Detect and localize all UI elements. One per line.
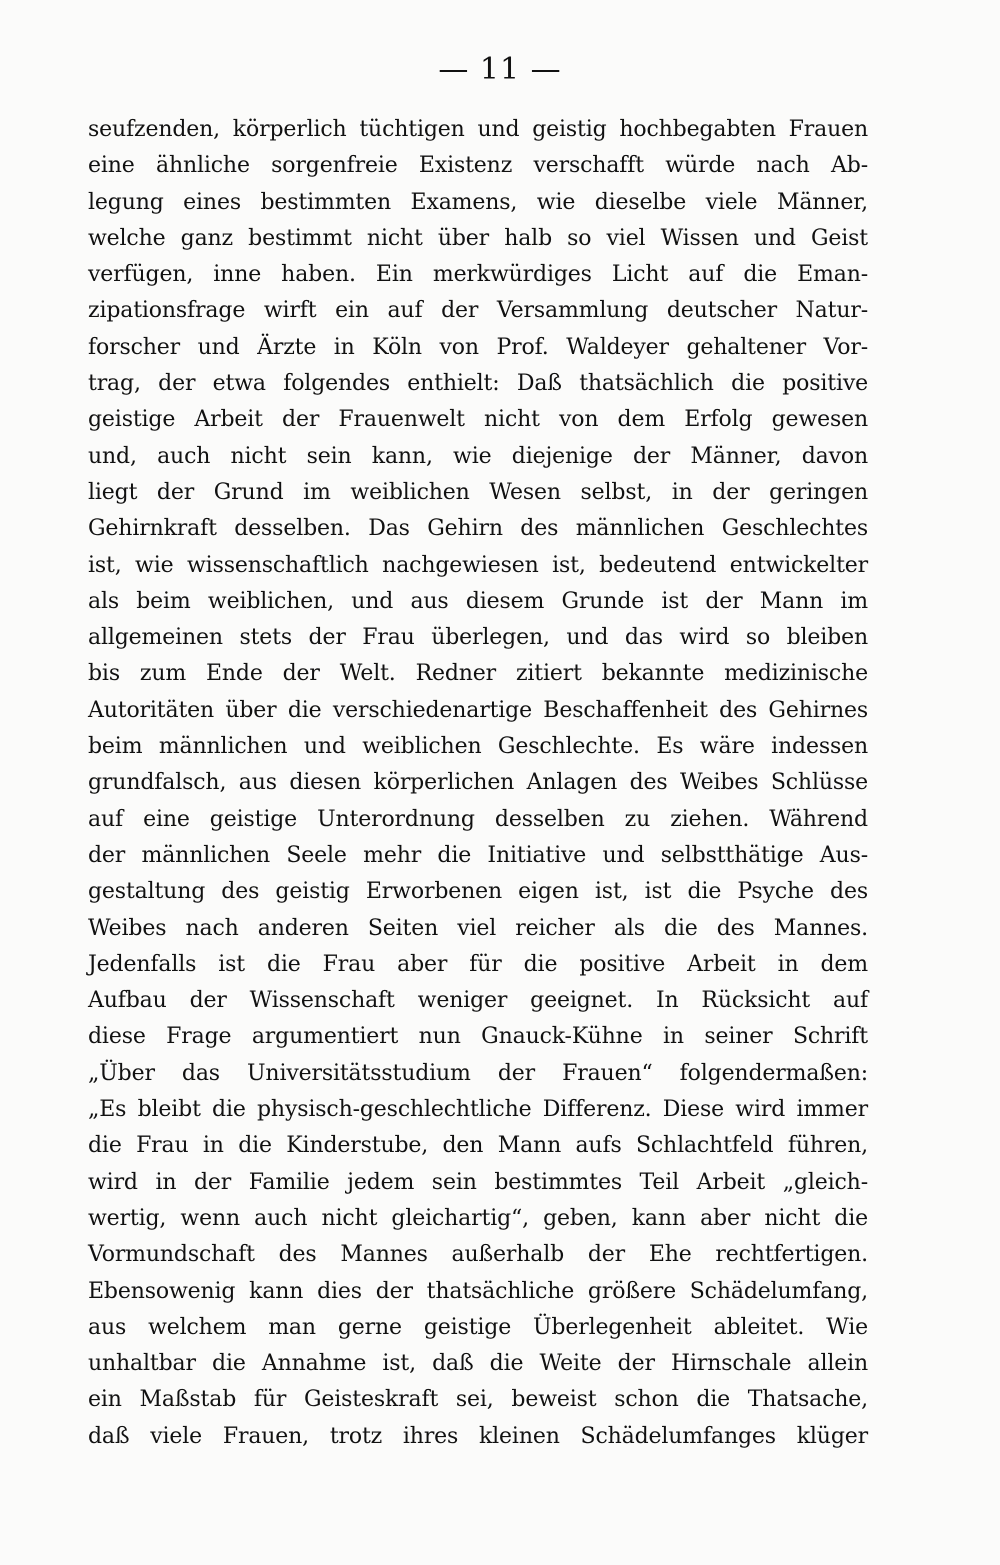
text-line: trag, der etwa folgendes enthielt: Daß thatsächlich die positive — [88, 371, 868, 397]
text-line: daß viele Frauen, trotz ihres kleinen Schädelumfanges klüger — [88, 1423, 868, 1449]
text-line: forscher und Ärzte in Köln von Prof. Waldeyer gehaltener Vor- — [88, 334, 868, 360]
text-line: Vormundschaft des Mannes außerhalb der Ehe rechtfertigen. — [88, 1242, 868, 1268]
text-line: grundfalsch, aus diesen körperlichen Anlagen des Weibes Schlüsse — [88, 770, 868, 796]
page-number: — 11 — — [438, 52, 562, 87]
text-line: verfügen, inne haben. Ein merkwürdiges Licht auf die Eman- — [88, 262, 868, 288]
text-line: seufzenden, körperlich tüchtigen und geistig hochbegabten Frauen — [88, 117, 868, 142]
text-line: diese Frage argumentiert nun Gnauck-Kühne in seiner Schrift — [88, 1024, 868, 1050]
text-line: und, auch nicht sein kann, wie diejenige der Männer, davon — [88, 443, 868, 469]
text-line: Autoritäten über die verschiedenartige Beschaffenheit des Gehirnes — [88, 697, 868, 723]
text-line: Gehirnkraft desselben. Das Gehirn des männlichen Geschlechtes — [88, 516, 868, 542]
text-line: ein Maßstab für Geisteskraft sei, beweist schon die Thatsache, — [88, 1387, 868, 1413]
text-line: Ebensowenig kann dies der thatsächliche größere Schädelumfang, — [88, 1278, 868, 1304]
text-line: allgemeinen stets der Frau überlegen, und das wird so bleiben — [88, 625, 868, 651]
text-line: die Frau in die Kinderstube, den Mann aufs Schlachtfeld führen, — [88, 1133, 868, 1159]
text-line: auf eine geistige Unterordnung desselben zu ziehen. Während — [88, 806, 868, 832]
text-line: ist, wie wissenschaftlich nachgewiesen ist, bedeutend entwickelter — [88, 552, 868, 578]
text-line: beim männlichen und weiblichen Geschlechte. Es wäre indessen — [88, 734, 868, 760]
text-line: eine ähnliche sorgenfreie Existenz verschafft würde nach Ab- — [88, 153, 868, 179]
text-line: legung eines bestimmten Examens, wie dieselbe viele Männer, — [88, 189, 868, 215]
text-line: liegt der Grund im weiblichen Wesen selbst, in der geringen — [88, 479, 868, 505]
text-line: „Es bleibt die physisch-geschlechtliche Differenz. Diese wird immer — [88, 1097, 868, 1123]
text-line: unhaltbar die Annahme ist, daß die Weite der Hirnschale allein — [88, 1351, 868, 1377]
text-line: wird in der Familie jedem sein bestimmtes Teil Arbeit „gleich- — [88, 1169, 868, 1195]
text-line: der männlichen Seele mehr die Initiative und selbstthätige Aus- — [88, 842, 868, 868]
text-line: Aufbau der Wissenschaft weniger geeignet. In Rücksicht auf — [88, 988, 868, 1014]
text-line: gestaltung des geistig Erworbenen eigen ist, ist die Psyche des — [88, 879, 868, 905]
text-line: wertig, wenn auch nicht gleichartig“, geben, kann aber nicht die — [88, 1205, 868, 1231]
text-line: als beim weiblichen, und aus diesem Grunde ist der Mann im — [88, 588, 868, 614]
text-line: bis zum Ende der Welt. Redner zitiert bekannte medizinische — [88, 661, 868, 687]
text-line: aus welchem man gerne geistige Überlegenheit ableitet. Wie — [88, 1314, 868, 1340]
text-line: Weibes nach anderen Seiten viel reicher als die des Mannes. — [88, 915, 868, 941]
body-text — [88, 112, 868, 1455]
text-line: „Über das Universitätsstudium der Frauen“ folgendermaßen: — [88, 1060, 868, 1086]
text-line: geistige Arbeit der Frauenwelt nicht von dem Erfolg gewesen — [88, 407, 868, 433]
text-line: Jedenfalls ist die Frau aber für die positive Arbeit in dem — [88, 951, 868, 977]
text-line: welche ganz bestimmt nicht über halb so viel Wissen und Geist — [88, 225, 868, 251]
text-line: zipationsfrage wirft ein auf der Versammlung deutscher Natur- — [88, 298, 868, 324]
